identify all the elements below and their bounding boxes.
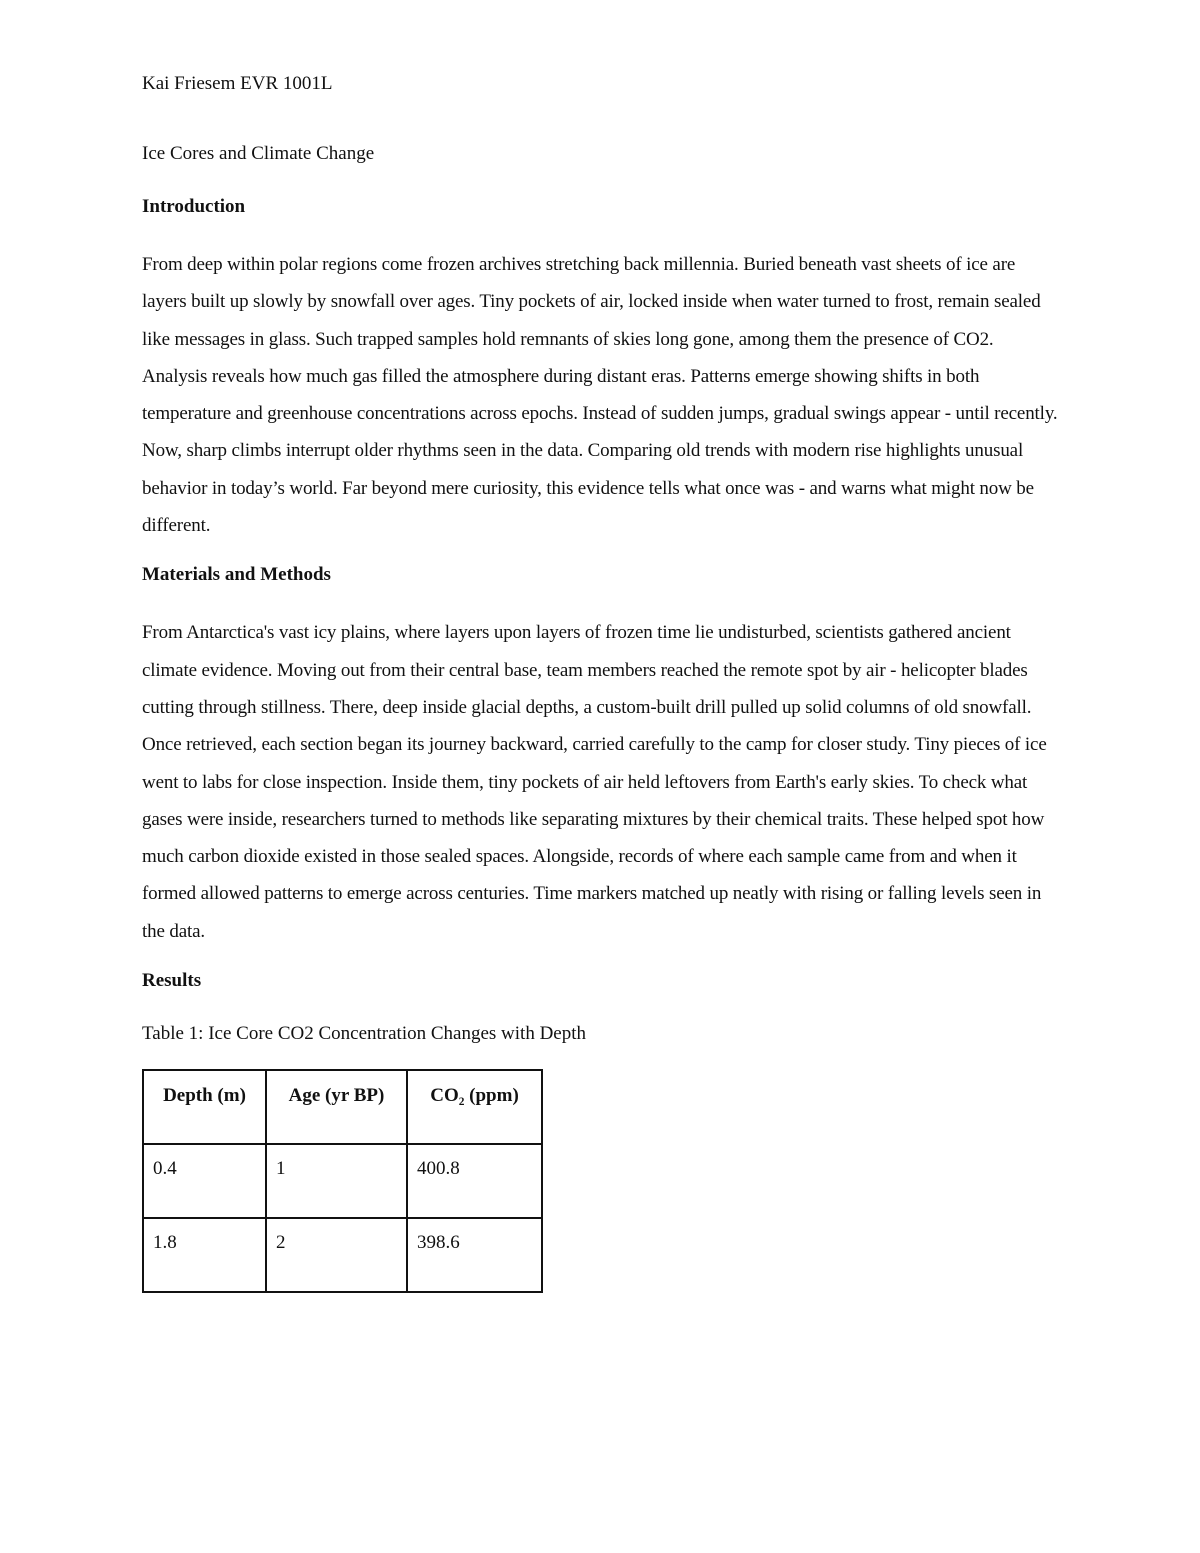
- header-co2-label: CO₂ (ppm): [430, 1085, 519, 1107]
- table-row: [143, 1218, 542, 1292]
- table-row: [143, 1144, 542, 1218]
- co2-depth-table: [142, 1069, 543, 1293]
- header-age-label: Age (yr BP): [288, 1085, 385, 1107]
- cell-co2: 400.8: [417, 1158, 460, 1180]
- table-cell: [266, 1144, 407, 1218]
- header-depth: [143, 1070, 266, 1144]
- header-depth-label: Depth (m): [163, 1085, 246, 1107]
- table-cell: [143, 1218, 266, 1292]
- cell-depth: 1.8: [153, 1232, 177, 1254]
- cell-depth: 0.4: [153, 1158, 177, 1180]
- author-line: Kai Friesem EVR 1001L: [142, 73, 333, 94]
- introduction-paragraph: From deep within polar regions come frozen archives stretching back millennia. Buried beneath vast sheets of ice are layers built up slowly by snowfall over ages. Tiny pockets of air, locked inside when water turned to frost, remain sealed like messages in glass. Such trapped samples hold remnants of skies long gone, among them the presence of CO2. Analysis reveals how much gas filled the atmosphere during distant eras. Patterns emerge showing shifts in both temperature and greenhouse concentrations across epochs. Instead of sudden jumps, gradual swings appear - until recently. Now, sharp climbs interrupt older rhythms seen in the data. Comparing old trends with modern rise highlights unusual behavior in today’s world. Far beyond mere curiosity, this evidence tells what once was - and warns what might now be different.: [142, 254, 1058, 537]
- cell-co2: 398.6: [417, 1232, 460, 1254]
- cell-age: 1: [276, 1158, 286, 1180]
- document-title: Ice Cores and Climate Change: [142, 143, 375, 164]
- materials-methods-paragraph: From Antarctica's vast icy plains, where layers upon layers of frozen time lie undisturbed, scientists gathered ancient climate evidence. Moving out from their central base, team members reached the remote spot by air - helicopter blades cutting through stillness. There, deep inside glacial depths, a custom-built drill pulled up solid columns of old snowfall. Once retrieved, each section began its journey backward, carried carefully to the camp for closer study. Tiny pieces of ice went to labs for close inspection. Inside them, tiny pockets of air held leftovers from Earth's early skies. To check what gases were inside, researchers turned to methods like separating mixtures by their chemical traits. These helped spot how much carbon dioxide existed in those sealed spaces. Alongside, records of where each sample came from and when it formed allowed patterns to emerge across centuries. Time markers matched up neatly with rising or falling levels seen in the data.: [142, 622, 1047, 942]
- results-heading: Results: [142, 970, 202, 992]
- cell-age: 2: [276, 1232, 286, 1254]
- table-cell: [407, 1144, 542, 1218]
- document-body: [142, 70, 1062, 1293]
- table-cell: [143, 1144, 266, 1218]
- header-co2: [407, 1070, 542, 1144]
- table-cell: [266, 1218, 407, 1292]
- materials-methods-heading: Materials and Methods: [142, 564, 331, 586]
- table-cell: [407, 1218, 542, 1292]
- table-caption: Table 1: Ice Core CO2 Concentration Changes with Depth: [142, 1023, 587, 1045]
- introduction-heading: Introduction: [142, 196, 246, 217]
- table-header-row: [143, 1070, 542, 1144]
- header-age: [266, 1070, 407, 1144]
